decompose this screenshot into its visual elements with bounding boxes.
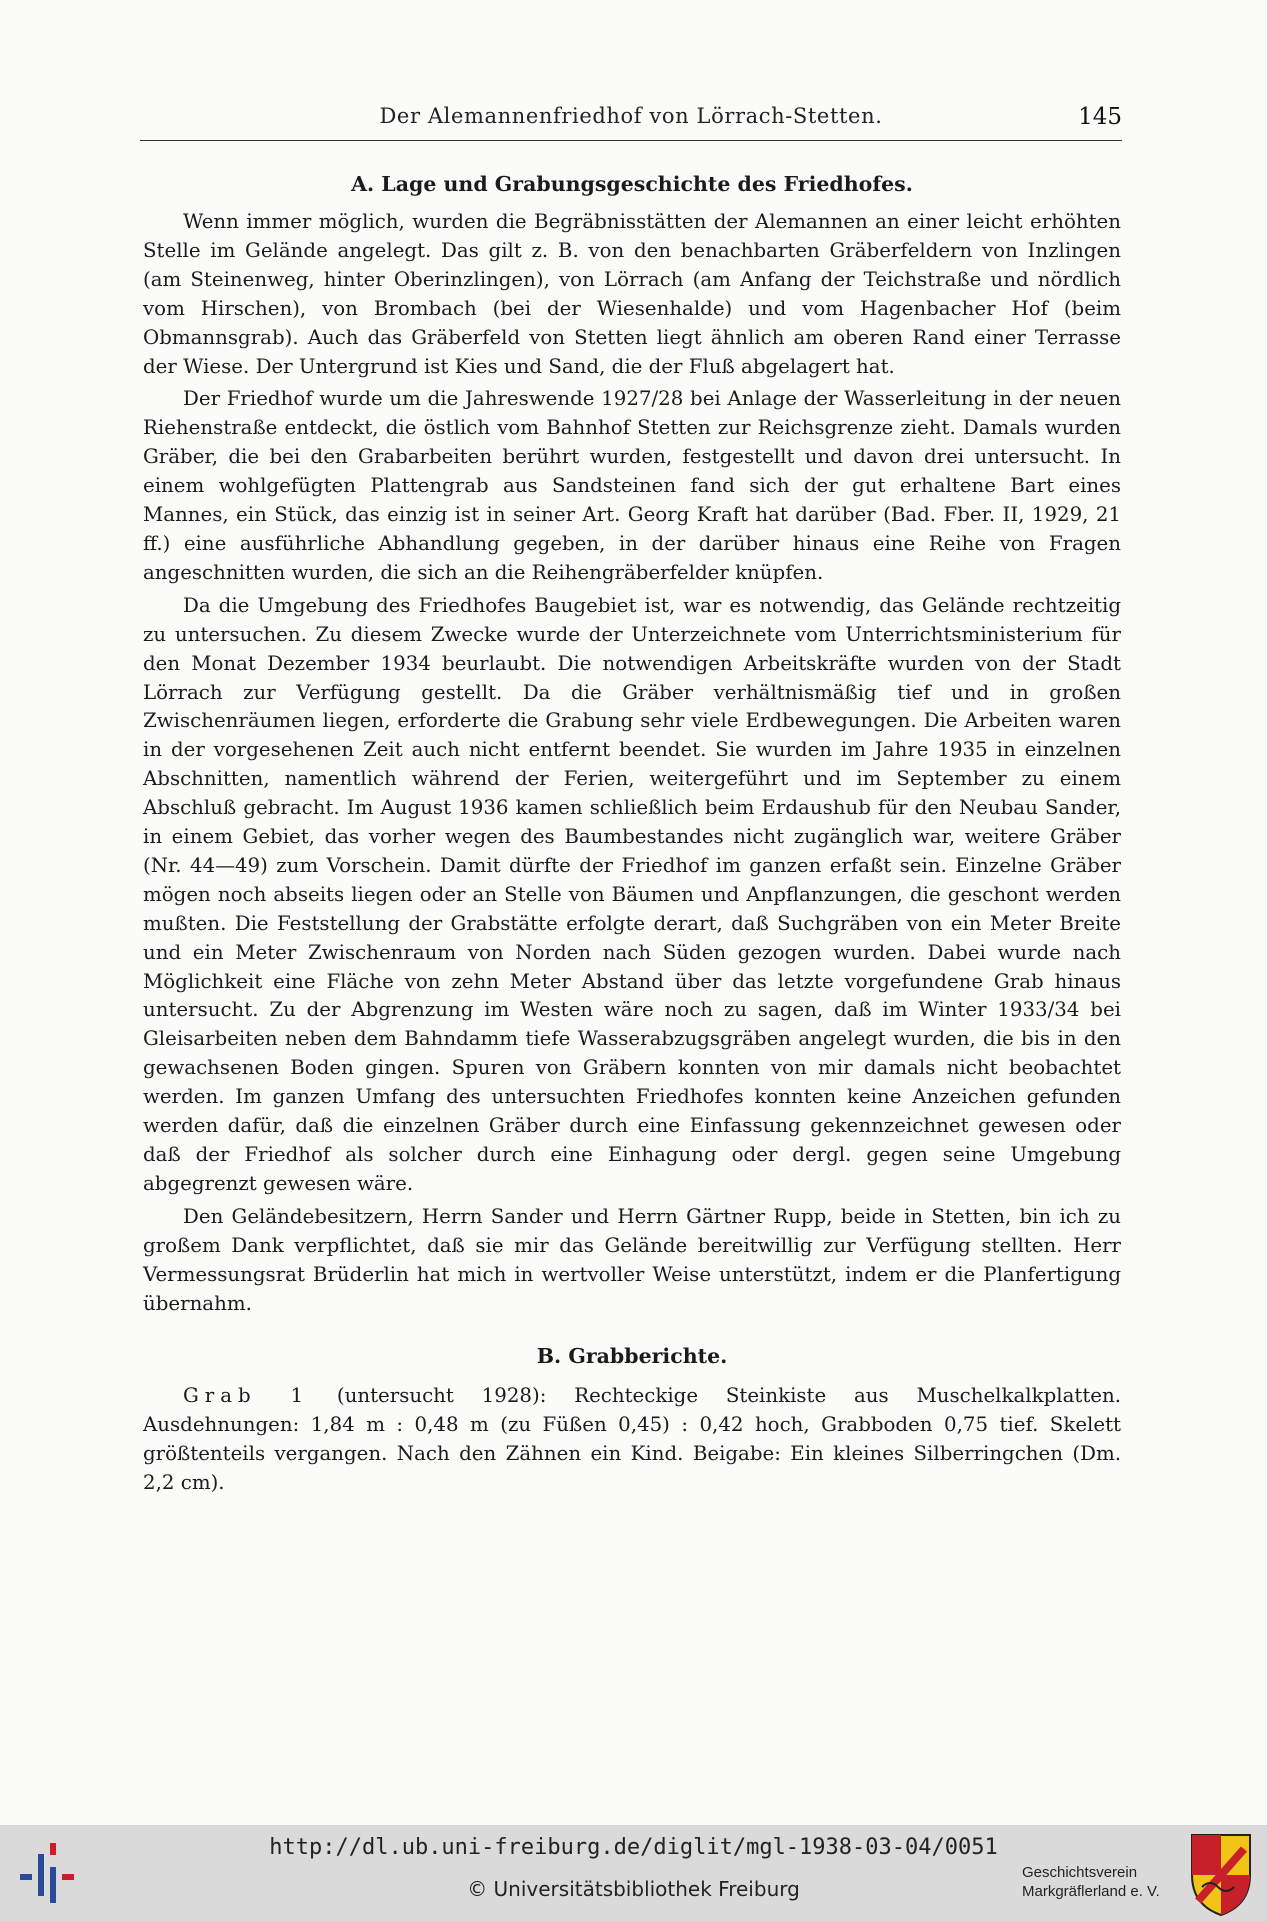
- paragraph-excavation: Da die Umgebung des Friedhofes Baugebiet ist, war es notwendig, das Gelände rechtzeitig zu untersuchen. Zu diesem Zwecke wurde der Unterzeichnete vom Unterrichtsministerium für den Monat Dezember 1934 beurlaubt. Die notwendigen Arbeitskräfte wurden von der Stadt Lörrach zur Verfügung gestellt. Da die Gräber verhältnismäßig tief und in großen Zwischenräumen liegen, erforderte die Grabung sehr viele Erdbewegungen. Die Arbeiten waren in der vorgesehenen Zeit auch nicht entfernt beendet. Sie wurden im Jahre 1935 in einzelnen Abschnitten, namentlich während der Ferien, weitergeführt und im September zu einem Abschluß gebracht. Im August 1936 kamen schließlich beim Erdaushub für den Neubau Sander, in einem Gebiet, das vorher wegen des Baumbestandes nicht zugänglich war, weitere Gräber (Nr. 44—49) zum Vorschein. Damit dürfte der Friedhof im ganzen erfaßt sein. Einzelne Gräber mögen noch abseits liegen oder an Stelle von Bäumen und Anpflanzungen, die geschont werden mußten. Die Feststellung der Grabstätte erfolgte derart, daß Suchgräben von ein Meter Breite und ein Meter Zwischenraum von Norden nach Süden gezogen wurden. Dabei wurde nach Möglichkeit eine Fläche von zehn Meter Abstand über das letzte vorgefundene Grab hinaus untersucht. Zu der Abgrenzung im Westen wäre noch zu sagen, daß im Winter 1933/34 bei Gleisarbeiten neben dem Bahndamm tiefe Wasserabzugsgräben angelegt wurden, die bis in den gewachsenen Boden gingen. Spuren von Gräbern konnten von mir damals nicht beobachtet werden. Im ganzen Umfang des untersuchten Friedhofes konnten keine Anzeichen gefunden werden dafür, daß die einzelnen Gräber durch eine Einfassung gekennzeichnet gewesen oder daß der Friedhof als solcher durch eine Einhagung oder dergl. gegen seine Umgebung abgegrenzt gewesen wäre.: [143, 593, 1121, 1195]
- grab-1-text: (untersucht 1928): Rechteckige Steinkiste aus Muschelkalkplatten. Ausdehnungen: 1,84 m : 0,48 m (zu Füßen 0,45) : 0,42 hoch, Grabboden 0,75 tief. Skelett größtenteils vergangen. Nach den Zähnen ein Kind. Beigabe: Ein kleines Silberringchen (Dm. 2,2 cm).: [143, 1384, 1122, 1495]
- footer-copyright: © Universitätsbibliothek Freiburg: [467, 1877, 800, 1901]
- paragraph-discovery: Der Friedhof wurde um die Jahreswende 1927/28 bei Anlage der Wasserleitung in der neuen Riehenstraße entdeckt, die östlich vom Bahnhof Stetten zur Reichsgrenze zieht. Damals wurden Gräber, die bei den Grabarbeiten berührt wurden, festgestellt und davon drei untersucht. In einem wohlgefügten Plattengrab aus Sandsteinen fand sich der gut erhaltene Bart eines Mannes, ein Stück, das einzig ist in seiner Art. Georg Kraft hat darüber (Bad. Fber. II, 1929, 21 ff.) eine ausführliche Abhandlung gegeben, in der darüber hinaus eine Reihe von Fragen angeschnitten wurden, die sich an die Reihengräberfelder knüpfen.: [143, 387, 1121, 584]
- paragraph-location: Wenn immer möglich, wurden die Begräbnisstätten der Alemannen an einer leicht erhöhten Stelle im Gelände angelegt. Das gilt z. B. von den benachbarten Gräberfeldern von Inzlingen (am Steinenweg, hinter Oberinzlingen), von Lörrach (am Anfang der Teichstraße und nördlich vom Hirschen), von Brombach (bei der Wiesenhalde) und vom Hagenbacher Hof (beim Obmannsgrab). Auch das Gräberfeld von Stetten liegt ähnlich am oberen Rand einer Terrasse der Wiese. Der Untergrund ist Kies und Sand, die der Fluß abgelagert hat.: [143, 210, 1121, 378]
- section-heading-a: A. Lage und Grabungsgeschichte des Friedhofes.: [351, 172, 913, 196]
- footer-society: [1022, 1863, 1182, 1901]
- coat-of-arms-icon: [1190, 1831, 1252, 1917]
- page-header: [140, 100, 1122, 141]
- society-name-line1: Geschichtsverein: [1022, 1864, 1138, 1881]
- grab-label: Grab 1: [183, 1384, 310, 1408]
- footer-bar: [0, 1825, 1267, 1921]
- text-body: [143, 160, 1121, 1502]
- footer-url[interactable]: http://dl.ub.uni-freiburg.de/diglit/mgl-1938-03-04/0051: [269, 1835, 998, 1860]
- paragraph-grab-1: [143, 1382, 1121, 1498]
- society-name-line2: Markgräflerland e. V.: [1022, 1883, 1160, 1900]
- paragraph-acknowledgements: Den Geländebesitzern, Herrn Sander und Herrn Gärtner Rupp, beide in Stetten, bin ich zu großem Dank verpflichtet, daß sie mir das Gelände bereitwillig zur Verfügung stellten. Herr Vermessungsrat Brüderlin hat mich in wertvoller Weise unterstützt, indem er die Planfertigung übernahm.: [143, 1204, 1121, 1315]
- page-number: 145: [1078, 104, 1122, 130]
- running-title: Der Alemannenfriedhof von Lörrach-Stetten.: [379, 104, 883, 128]
- section-heading-b: B. Grabberichte.: [536, 1344, 728, 1369]
